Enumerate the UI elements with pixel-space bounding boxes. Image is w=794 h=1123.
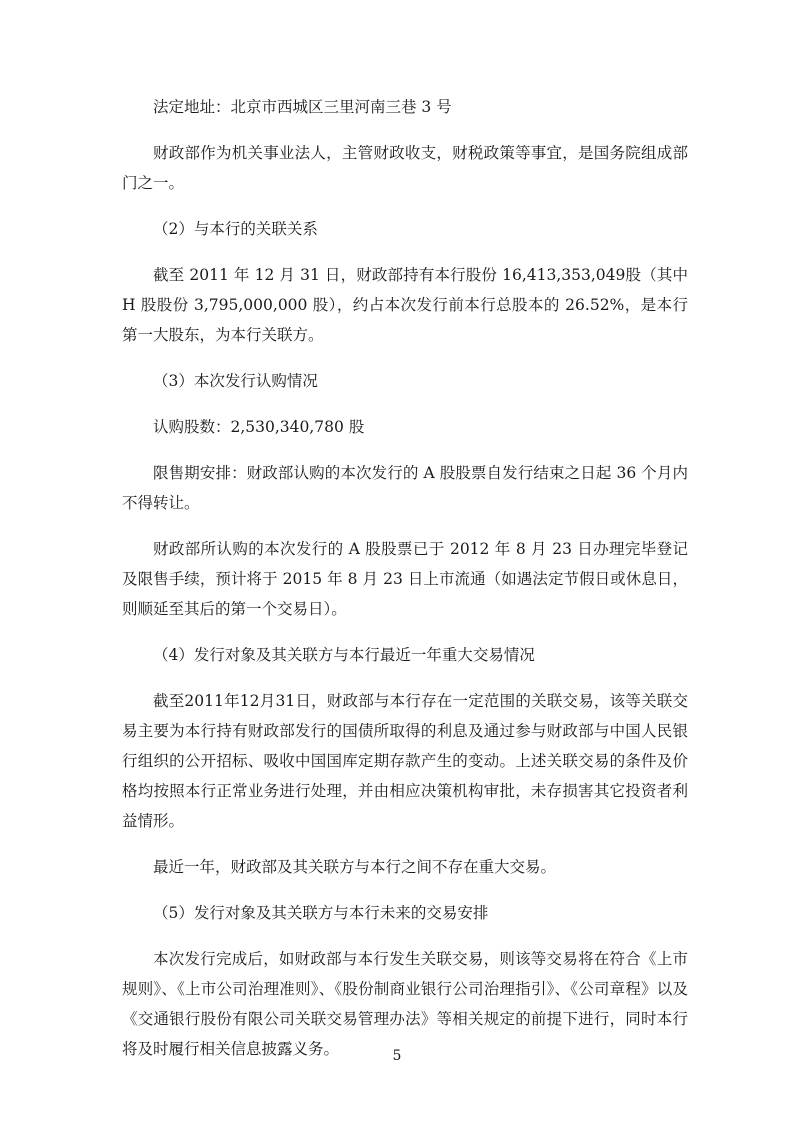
section-heading-future-arrangements: （5）发行对象及其关联方与本行未来的交易安排 — [153, 904, 489, 922]
paragraph-legal-address: 法定地址：北京市西城区三里河南三巷 3 号 — [153, 98, 452, 116]
document-body — [122, 92, 688, 1080]
paragraph-related-transactions: 截至2011年12月31日，财政部与本行存在一定范围的关联交易，该等关联交易主要为本行持有财政部发行的国债所取得的利息及通过参与财政部与中国人民银行组织的公开招标、吸收中国国库定期存款产生的变动。上述关联交易的条件及价格均按照本行正常业务进行处理，并由相应决策机构审批，未存损害其它投资者利益情形。 — [122, 692, 688, 830]
paragraph-future-arrangements: 本次发行完成后，如财政部与本行发生关联交易，则该等交易将在符合《上市规则》、《上市公司治理准则》、《股份制商业银行公司治理指引》、《公司章程》以及《交通银行股份有限公司关联交易管理办法》等相关规定的前提下进行，同时本行将及时履行相关信息披露义务。 — [122, 950, 688, 1058]
page-number: 5 — [392, 1048, 402, 1064]
paragraph-subscribed-shares: 认购股数：2,530,340,780 股 — [153, 418, 365, 436]
paragraph-shareholding: 截至 2011 年 12 月 31 日，财政部持有本行股份 16,413,353,049股（其中 H 股股份 3,795,000,000 股），约占本次发行前本行总股本的 26.52%，是本行第一大股东，为本行关联方。 — [122, 266, 688, 344]
section-heading-subscription: （3）本次发行认购情况 — [153, 372, 318, 390]
paragraph-ministry-description: 财政部作为机关事业法人，主管财政收支，财税政策等事宜，是国务院组成部门之一。 — [122, 144, 688, 192]
paragraph-lockup-arrangement: 限售期安排：财政部认购的本次发行的 A 股股票自发行结束之日起 36 个月内不得转让。 — [122, 464, 688, 512]
paragraph-registration-listing: 财政部所认购的本次发行的 A 股股票已于 2012 年 8 月 23 日办理完毕登记及限售手续，预计将于 2015 年 8 月 23 日上市流通（如遇法定节假日或休息日，则顺延至其后的第一个交易日）。 — [122, 540, 688, 618]
section-heading-related-relationship: （2）与本行的关联关系 — [153, 220, 318, 238]
section-heading-major-transactions: （4）发行对象及其关联方与本行最近一年重大交易情况 — [153, 646, 535, 664]
paragraph-no-major-transactions: 最近一年，财政部及其关联方与本行之间不存在重大交易。 — [153, 858, 557, 876]
